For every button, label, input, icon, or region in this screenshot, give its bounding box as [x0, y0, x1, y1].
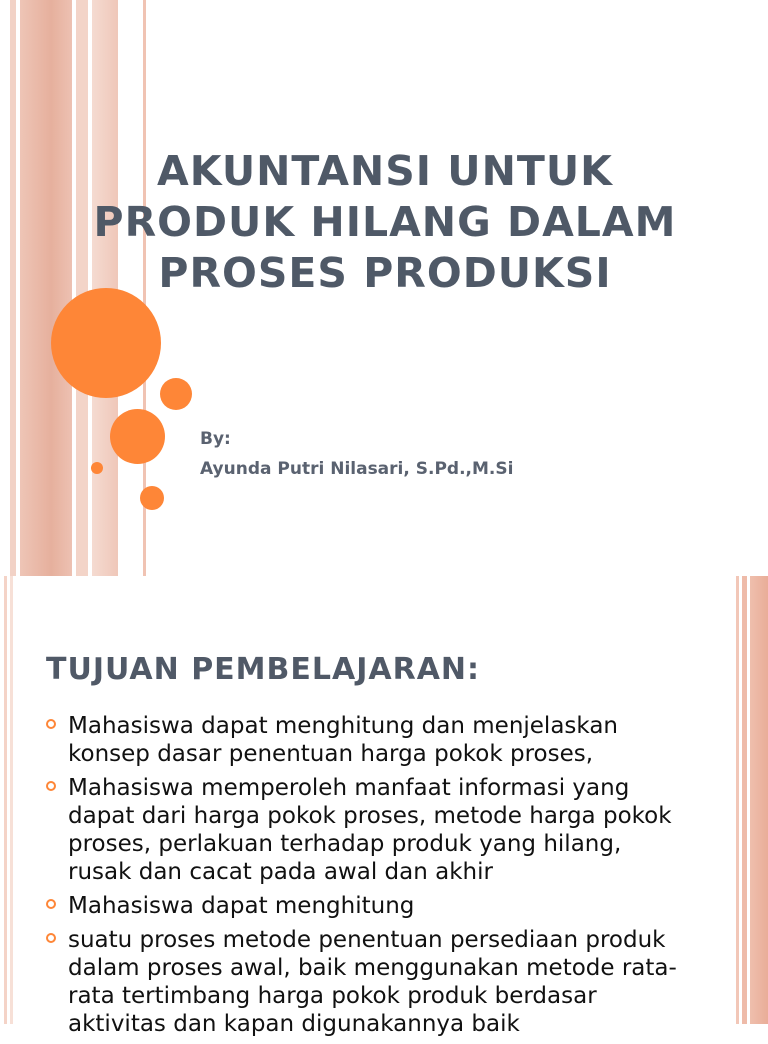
- author-name: Ayunda Putri Nilasari, S.Pd.,M.Si: [200, 459, 514, 479]
- title-line: AKUNTANSI UNTUK: [157, 147, 613, 195]
- decorative-circle: [51, 288, 161, 398]
- decorative-stripe: [736, 576, 739, 1024]
- decorative-circle: [160, 378, 192, 410]
- decorative-stripe: [10, 0, 16, 576]
- slide-heading: TUJUAN PEMBELAJARAN:: [46, 652, 481, 687]
- decorative-stripe: [4, 576, 7, 1024]
- decorative-circle: [91, 462, 103, 474]
- list-item-text: suatu proses metode penentuan persediaan produk dalam proses awal, baik menggunakan metode rata-rata tertimbang harga pokok produk berdasar aktivitas dan kapan digunakannya baik: [68, 927, 677, 1037]
- decorative-stripe: [742, 576, 747, 1024]
- decorative-stripe: [20, 0, 72, 576]
- bullet-circle-icon: [46, 899, 56, 909]
- list-item: [46, 774, 686, 886]
- title-line: PRODUK HILANG DALAM: [93, 198, 677, 246]
- list-item-text: Mahasiswa dapat menghitung: [68, 893, 415, 919]
- list-item: [46, 712, 686, 768]
- decorative-stripe: [10, 576, 13, 1024]
- objectives-list: [46, 712, 686, 1044]
- decorative-stripe: [750, 576, 768, 1024]
- decorative-circle: [110, 409, 165, 464]
- list-item: [46, 926, 686, 1038]
- list-item-text: Mahasiswa memperoleh manfaat informasi yang dapat dari harga pokok proses, metode harga pokok proses, perlakuan terhadap produk yang hilang, rusak dan cacat pada awal dan akhir: [68, 775, 672, 885]
- byline: [200, 424, 513, 484]
- by-label: By:: [200, 429, 231, 449]
- title-line: PROSES PRODUKSI: [158, 249, 612, 297]
- list-item: [46, 892, 686, 920]
- list-item-text: Mahasiswa dapat menghitung dan menjelaskan konsep dasar penentuan harga pokok proses,: [68, 713, 618, 767]
- bullet-circle-icon: [46, 933, 56, 943]
- bullet-circle-icon: [46, 781, 56, 791]
- decorative-circle: [140, 486, 164, 510]
- slide-title: [80, 146, 690, 299]
- bullet-circle-icon: [46, 719, 56, 729]
